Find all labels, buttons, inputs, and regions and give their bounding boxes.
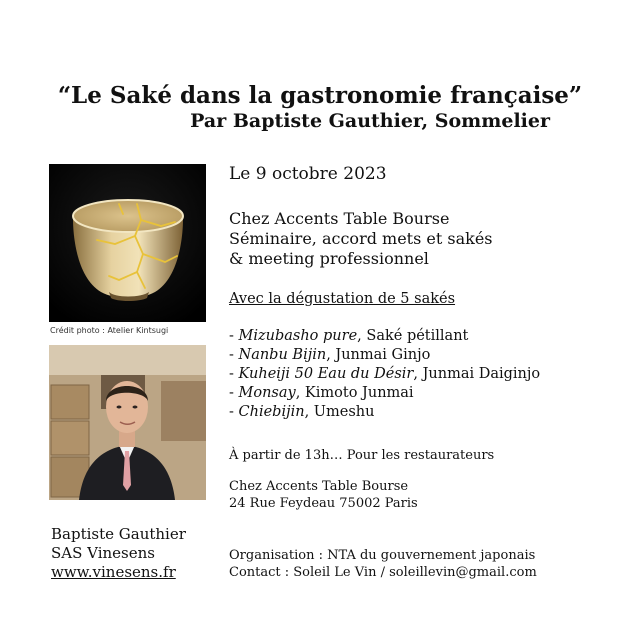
sake-type: , Junmai Ginjo bbox=[326, 347, 431, 363]
sake-type: , Junmai Daiginjo bbox=[413, 366, 541, 382]
sommelier-portrait-photo bbox=[49, 345, 206, 500]
tasting-heading: Avec la dégustation de 5 sakés bbox=[229, 291, 456, 307]
list-item: - Nanbu Bijin, Junmai Ginjo bbox=[229, 347, 431, 363]
sake-name: Mizubasho pure bbox=[238, 328, 358, 344]
sake-type: , Umeshu bbox=[304, 404, 375, 420]
sake-name: Nanbu Bijin bbox=[238, 347, 327, 363]
address-venue: Chez Accents Table Bourse bbox=[229, 479, 409, 494]
sake-type: , Kimoto Junmai bbox=[295, 385, 414, 401]
list-item: - Kuheiji 50 Eau du Désir, Junmai Daiginjo bbox=[229, 366, 541, 382]
event-subtitle: Par Baptiste Gauthier, Sommelier bbox=[190, 110, 550, 132]
signature-block bbox=[51, 525, 186, 582]
sake-type: , Saké pétillant bbox=[357, 328, 469, 344]
address-block bbox=[229, 478, 418, 512]
event-title: “Le Saké dans la gastronomie française” bbox=[57, 82, 583, 109]
organisation-block bbox=[229, 547, 537, 581]
sake-name: Monsay bbox=[238, 385, 296, 401]
schedule-text: À partir de 13h… Pour les restaurateurs bbox=[229, 448, 495, 463]
sake-name: Kuheiji 50 Eau du Désir bbox=[238, 366, 414, 382]
list-item: - Chiebijin, Umeshu bbox=[229, 404, 375, 420]
sake-list bbox=[229, 327, 540, 422]
meeting-description: & meeting professionnel bbox=[229, 249, 429, 268]
list-item: - Mizubasho pure, Saké pétillant bbox=[229, 328, 469, 344]
seminar-description: Séminaire, accord mets et sakés bbox=[229, 229, 493, 248]
sake-name: Chiebijin bbox=[238, 404, 305, 420]
contact-line: Contact : Soleil Le Vin / soleillevin@gmail.com bbox=[229, 565, 537, 580]
kintsugi-bowl-photo bbox=[49, 164, 206, 322]
venue-name: Chez Accents Table Bourse bbox=[229, 209, 450, 228]
event-date: Le 9 octobre 2023 bbox=[229, 164, 387, 184]
address-street: 24 Rue Feydeau 75002 Paris bbox=[229, 496, 418, 511]
signature-name: Baptiste Gauthier bbox=[51, 525, 186, 543]
website-link[interactable]: www.vinesens.fr bbox=[51, 563, 176, 581]
photo-credit: Crédit photo : Atelier Kintsugi bbox=[50, 326, 169, 335]
venue-block bbox=[229, 209, 493, 269]
organisation-line: Organisation : NTA du gouvernement japonais bbox=[229, 548, 536, 563]
list-item: - Monsay, Kimoto Junmai bbox=[229, 385, 414, 401]
signature-company: SAS Vinesens bbox=[51, 544, 155, 562]
